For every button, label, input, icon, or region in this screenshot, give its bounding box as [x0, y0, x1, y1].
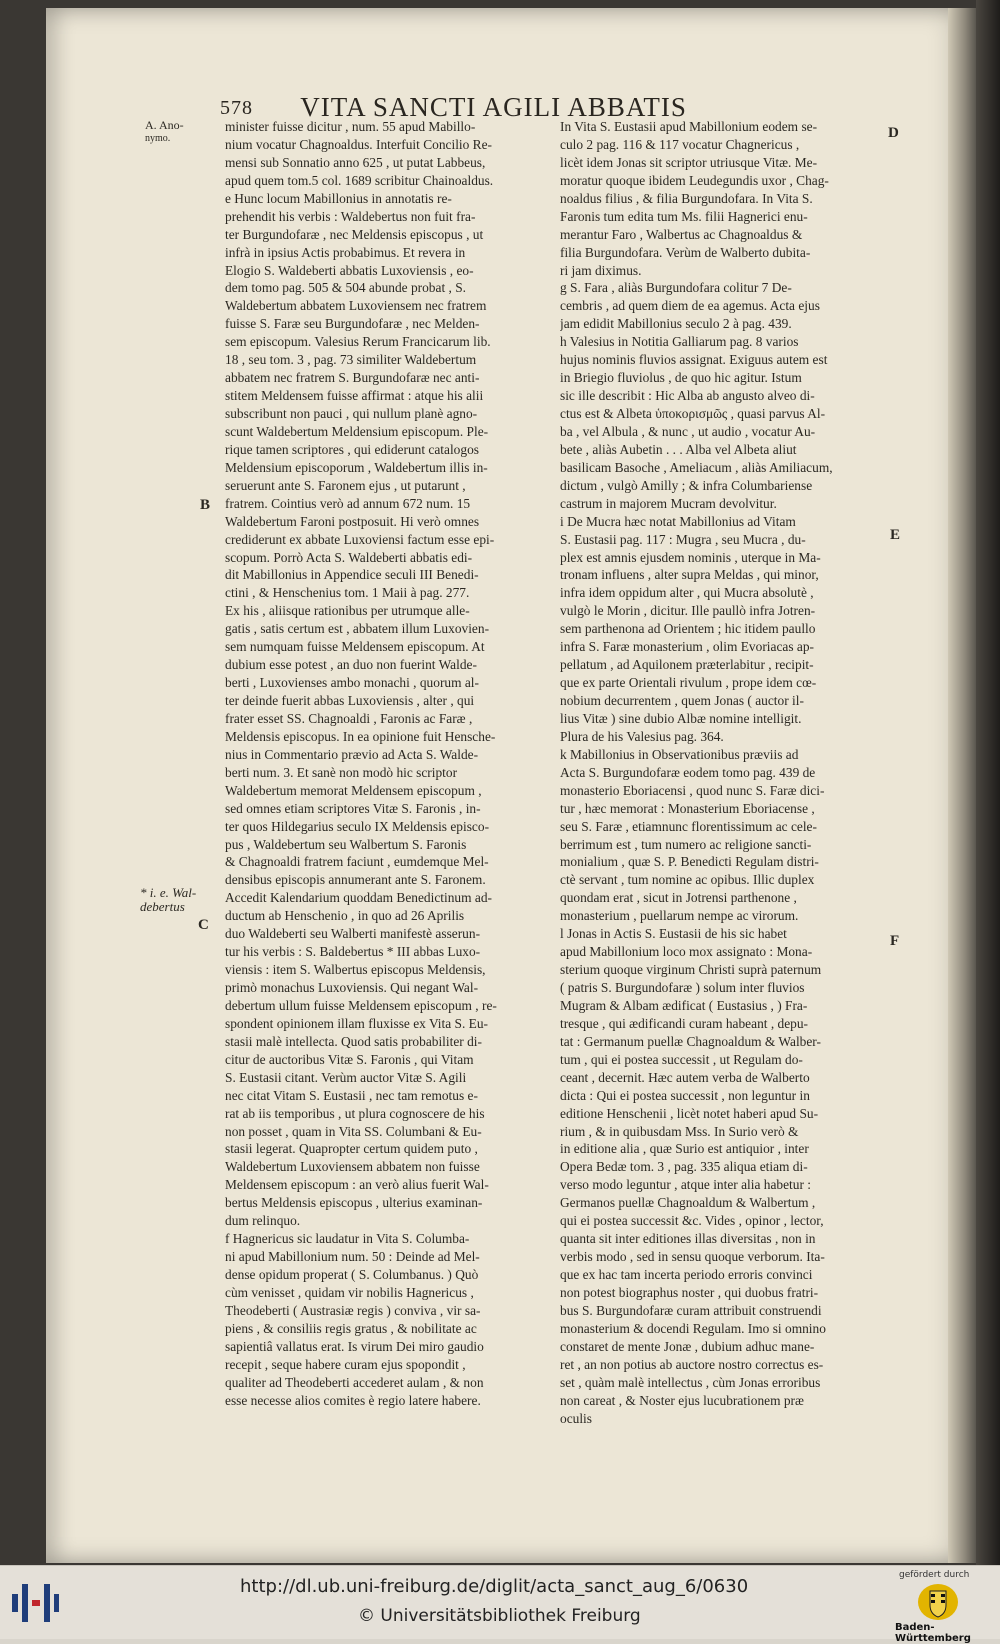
page-number: 578	[220, 97, 253, 119]
text-line: ni apud Mabillonium num. 50 : Deinde ad Mel-	[225, 1249, 480, 1265]
text-line: debertum ullum fuisse Meldensem episcopum , re-	[225, 997, 497, 1013]
text-line: mensi sub Sonnatio anno 625 , ut putat Labbeus,	[225, 154, 486, 170]
text-line: infra S. Faræ monasterium , olim Evoriacas ap-	[560, 639, 814, 655]
text-line: l Jonas in Actis S. Eustasii de his sic habet	[560, 926, 787, 942]
text-line: sed omnes etiam scriptores Vitæ S. Faronis , in-	[225, 800, 481, 816]
text-line: scopum. Porrò Acta S. Waldeberti abbatis edi-	[225, 549, 473, 565]
text-line: jam edidit Mabillonius seculo 2 à pag. 439.	[560, 316, 792, 332]
text-line: bus S. Burgundofaræ curam attribuit construendi	[560, 1302, 822, 1318]
text-line: infrà in ipsius Actis probabimus. Et revera in	[225, 244, 466, 260]
margin-letter-c: C	[198, 917, 209, 933]
text-line: minister fuisse dicitur , num. 55 apud Mabillo-	[225, 119, 476, 134]
library-logo-icon	[10, 1578, 60, 1628]
text-line: filia Burgundofara. Verùm de Walberto dubita-	[560, 244, 811, 260]
text-line: constaret de mente Jonæ , dubium adhuc mane-	[560, 1338, 815, 1354]
text-line: f Hagnericus sic laudatur in Vita S. Columba-	[225, 1231, 470, 1247]
text-line: rique tamen scriptores , qui ediderunt catalogos	[225, 441, 479, 457]
text-line: fuisse S. Faræ seu Burgundofaræ , nec Melden-	[225, 316, 480, 332]
text-line: sem numquam fuisse Meldensem episcopum. At	[225, 639, 485, 655]
text-line: e Hunc locum Mabillonius in annotatis re-	[225, 190, 452, 206]
text-line: que ex hac tam incerta periodo erroris convinci	[560, 1267, 813, 1282]
text-line: set , quàm malè intellectus , cùm Jonas erroribus	[560, 1374, 821, 1390]
text-line: 18 , seu tom. 3 , pag. 73 similiter Waldebertum	[225, 352, 477, 368]
text-line: Acta S. Burgundofaræ eodem tomo pag. 439 de	[560, 764, 816, 780]
text-line: Meldensis episcopus. In ea opinione fuit Hensche-	[225, 728, 496, 744]
text-line: verbis modo , sed in sensu quoque verborum. Ita-	[560, 1249, 825, 1265]
page-title: VITA SANCTI AGILI ABBATIS	[300, 92, 687, 122]
text-line: in Briegio fluviolus , de quo hic agitur. Istum	[560, 370, 802, 386]
text-line: non posset , quam in Vita SS. Columbani & Eu-	[225, 1123, 482, 1139]
text-line: apud quem tom.5 col. 1689 scribitur Chainoaldus.	[225, 172, 494, 188]
margin-letter-b: B	[200, 497, 211, 513]
text-line: ri jam diximus.	[560, 262, 642, 278]
text-line: oculis	[560, 1410, 592, 1426]
margin-author-label: A. Ano- nymo.	[145, 118, 184, 144]
text-line: nobium decurrentem , quem Jonas ( auctor il-	[560, 693, 804, 708]
text-line: dicta : Qui ei postea successit , non leguntur in	[560, 1087, 810, 1103]
text-line: apud Mabillonium loco mox assignato : Mona-	[560, 944, 813, 960]
text-line: h Valesius in Notitia Galliarum pag. 8 varios	[560, 334, 799, 350]
text-line: Waldebertum memorat Meldensem episcopum ,	[225, 782, 482, 798]
text-line: Theodeberti ( Austrasiæ regis ) conviva , vir sa-	[225, 1302, 481, 1318]
text-line: pus , Waldebertum seu Walbertum S. Faronis	[225, 836, 467, 852]
text-line: tur his verbis : S. Baldebertus * III abbas Luxo-	[225, 944, 481, 960]
text-line: non potest biographus noster , qui duobus fratri-	[560, 1284, 819, 1300]
text-line: frater esset SS. Chagnoaldi , Faronis ac Faræ ,	[225, 710, 473, 726]
text-line: sic ille describit : Hic Alba ab angusto alveo di-	[560, 388, 815, 404]
text-line: ductum ab Henschenio , in quo ad 26 Aprilis	[225, 908, 465, 924]
text-line: quondam erat , sicut in Jotrensi parthenone ,	[560, 890, 797, 906]
text-line: cembris , ad quem diem de ea agemus. Acta ejus	[560, 298, 820, 314]
text-line: cùm venisset , quidam vir nobilis Hagnericus ,	[225, 1284, 474, 1300]
text-line: tur , hæc memorat : Monasterium Eboriacense ,	[560, 800, 815, 816]
text-line: bete , aliàs Aubetin . . . Alba vel Albeta aliut	[560, 441, 797, 457]
text-line: Faronis tum edita tum Ms. filii Hagnerici enu-	[560, 208, 808, 224]
text-line: Meldensem episcopum : an verò alius fuerit Wal-	[225, 1177, 489, 1193]
text-line: ctus est & Albeta ὑποκορισμῶς , quasi parvus Al-	[560, 406, 826, 421]
text-line: basilicam Basoche , Ameliacum , aliàs Amiliacum,	[560, 459, 833, 475]
text-line: tat : Germanum puellæ Chagnoaldum & Walber-	[560, 1033, 821, 1049]
text-line: subscribunt non pauci , qui nullum planè agno-	[225, 406, 478, 421]
text-line: nius in Commentario prævio ad Acta S. Walde-	[225, 746, 479, 762]
text-line: in editione alia , quæ Surio est antiquior , inter	[560, 1141, 809, 1157]
text-line: ( patris S. Burgundofaræ ) solum inter fluvios	[560, 980, 805, 995]
text-line: Ex his , aliisque rationibus per utrumque alle-	[225, 603, 470, 619]
text-line: ba , vel Albula , & nunc , ut audio , vocatur Au-	[560, 423, 816, 439]
text-line: rat ab iis temporibus , ut plura cognoscere de his	[225, 1105, 485, 1121]
text-line: culo 2 pag. 116 & 117 vocatur Chagnericus ,	[560, 136, 800, 152]
text-line: stasii malè intellecta. Quod satis probabiliter di-	[225, 1033, 482, 1049]
text-line: i De Mucra hæc notat Mabillonius ad Vitam	[560, 513, 796, 529]
text-line: stitem Meldensem fuisse affirmat : atque his alii	[225, 388, 484, 404]
text-line: infra idem oppidum alter , qui Mucra absolutè ,	[560, 585, 814, 601]
text-line: Waldebertum abbatem Luxoviensem nec fratrem	[225, 298, 487, 314]
funder-name: Baden-Württemberg	[895, 1622, 971, 1644]
text-line: S. Eustasii pag. 117 : Mugra , seu Mucra , du-	[560, 531, 806, 547]
text-line: dem tomo pag. 505 & 504 abunde probat , S.	[225, 280, 466, 296]
text-line: ctini , & Henschenius tom. 1 Maii à pag. 277.	[225, 585, 470, 601]
text-line: Opera Bedæ tom. 3 , pag. 335 aliqua etiam di-	[560, 1159, 808, 1175]
text-line: recepit , seque habere curam ejus spopondit ,	[225, 1356, 466, 1372]
text-line: dubium esse potest , an duo non fuerint Walde-	[225, 657, 477, 673]
text-line: verso modo leguntur , atque inter alia habetur :	[560, 1177, 811, 1193]
text-line: primò monachus Luxoviensis. Qui negant Wal-	[225, 980, 479, 995]
funder-badge	[895, 1570, 995, 1644]
text-line: scunt Waldebertum Meldensium episcopum. Ple-	[225, 423, 489, 439]
text-line: non careat , & Noster ejus lucubrationem præ	[560, 1392, 804, 1408]
text-line: Elogio S. Waldeberti abbatis Luxoviensis , eo-	[225, 262, 474, 278]
text-line: plex est amnis ejusdem nominis , uterque in Ma-	[560, 549, 821, 565]
text-line: hujus nominis fluvios assignat. Exiguus autem est	[560, 352, 828, 368]
text-line: tum , qui ei postea successit , ut Regulam do-	[560, 1051, 803, 1067]
text-line: spondent opinionem illam fluxisse ex Vita S. Eu-	[225, 1015, 489, 1031]
page-gutter	[948, 8, 976, 1563]
text-line: seu S. Faræ , etiamnunc florentissimum ac cele-	[560, 818, 817, 834]
text-line: nium vocatur Chagnoaldus. Interfuit Concilio Re-	[225, 136, 493, 152]
text-line: dit Mabillonius in Appendice seculi III Benedi-	[225, 567, 479, 583]
text-line: dum relinquo.	[225, 1213, 301, 1229]
text-line: stasii legerat. Quapropter certum quidem puto ,	[225, 1141, 478, 1157]
viewer-footer	[0, 1565, 1000, 1644]
text-line: g S. Fara , aliàs Burgundofara colitur 7 De-	[560, 280, 792, 296]
copyright-notice: © Universitätsbibliothek Freiburg	[358, 1606, 641, 1626]
text-line: ter quos Hildegarius seculo IX Meldensis episco-	[225, 818, 490, 834]
text-line: gatis , satis certum est , abbatem illum Luxovien-	[225, 621, 490, 637]
text-line: sapientiâ vallatus erat. Is virum Dei miro gaudio	[225, 1338, 484, 1354]
margin-letter-f: F	[890, 933, 900, 949]
text-line: dictum , vulgò Amilly ; & infra Columbariense	[560, 477, 813, 493]
text-line: que ex parte Orientali rivulum , prope idem cœ-	[560, 675, 817, 691]
coat-of-arms-icon	[917, 1583, 959, 1621]
text-line: ter Burgundofaræ , nec Meldensis episcopus , ut	[225, 226, 484, 242]
text-line: moratur quoque ibidem Leudegundis uxor , Chag-	[560, 172, 829, 188]
text-line: lius Vitæ ) sine dubio Albæ nomine intelligit.	[560, 710, 802, 726]
text-line: monasterium & docendi Regulam. Imo si omnino	[560, 1320, 826, 1336]
text-line: berti num. 3. Et sanè non modò hic scriptor	[225, 764, 458, 780]
text-line: tronam influens , alter supra Meldas , qui minor,	[560, 567, 819, 583]
margin-note: * i. e. Wal- debertus	[140, 885, 197, 914]
text-line: citur de auctoribus Vitæ S. Faronis , qui Vitam	[225, 1051, 474, 1067]
text-line: Mugram & Albam ædificat ( Eustasius , ) Fra-	[560, 997, 808, 1013]
text-line: dense opidum properat ( S. Columbanus. ) Quò	[225, 1267, 479, 1282]
text-line: noaldus filius , & filia Burgundofara. In Vita S.	[560, 190, 813, 206]
margin-letter-e: E	[890, 527, 901, 543]
text-line: & Chagnoaldi fratrem faciunt , eumdemque Mel-	[225, 854, 489, 870]
text-line: monasterium , puellarum nempe ac virorum.	[560, 908, 799, 924]
text-line: Germanos puellæ Chagnoaldum & Walbertum ,	[560, 1195, 816, 1211]
page-url-link[interactable]: http://dl.ub.uni-freiburg.de/diglit/acta_sanct_aug_6/0630	[240, 1576, 749, 1597]
text-line: fratrem. Cointius verò ad annum 672 num. 15	[225, 495, 471, 511]
text-line: editione Henschenii , licèt notet haberi apud Su-	[560, 1105, 819, 1121]
text-line: berrimum est , tum numero ac religione sancti-	[560, 836, 812, 852]
text-line: ret , an non potius ab auctore nostro correctus es-	[560, 1356, 824, 1372]
text-line: nec citat Vitam S. Eustasii , nec tam remotus e-	[225, 1087, 478, 1103]
text-line: monialium , quæ S. P. Benedicti Regulam distri-	[560, 854, 819, 870]
text-column-right	[560, 118, 873, 1427]
text-line: sem parthenona ad Orientem ; hic itidem paullo	[560, 621, 816, 637]
text-line: sterium quoque virginum Christi suprà paternum	[560, 962, 822, 978]
text-line: Waldebertum Faroni postposuit. Hi verò omnes	[225, 513, 480, 529]
text-column-left	[225, 118, 537, 1410]
text-line: monasterio Eboriacensi , quod nunc S. Faræ dici-	[560, 782, 825, 798]
text-line: ter deinde fuerit abbas Luxoviensis , alter , qui	[225, 693, 475, 708]
text-line: qualiter ad Theodeberti accederet aulam , & non	[225, 1374, 484, 1390]
margin-letter-d: D	[888, 125, 899, 141]
text-line: pellatum , ad Aquilonem præterlabitur , recipit-	[560, 657, 814, 673]
text-line: duo Waldeberti seu Walberti manifestè asserun-	[225, 926, 481, 942]
text-line: Meldensium episcoporum , Waldebertum illis in-	[225, 459, 488, 475]
text-line: esse necesse alios comites è regio latere habere.	[225, 1392, 481, 1408]
text-line: prehendit his verbis : Waldebertus non fuit fra-	[225, 208, 476, 224]
text-line: tresque , qui ædificandi curam habeant , depu-	[560, 1015, 809, 1031]
text-line: abbatem nec fratrem S. Burgundofaræ nec anti-	[225, 370, 480, 386]
text-line: qui ei postea successit &c. Vides , opinor , lector,	[560, 1213, 824, 1229]
text-line: bertus Meldensis episcopus , ulterius examinan-	[225, 1195, 483, 1211]
text-line: castrum in majorem Mucram devolvitur.	[560, 495, 777, 511]
text-line: Accedit Kalendarium quoddam Benedictinum ad-	[225, 890, 492, 906]
text-line: ctè servant , tum nomine ac opibus. Illic duplex	[560, 872, 815, 888]
text-line: rium , & in quibusdam Mss. In Surio verò &	[560, 1123, 799, 1139]
funder-label: gefördert durch	[899, 1570, 970, 1580]
text-line: sem episcopum. Valesius Rerum Francicarum lib.	[225, 334, 491, 350]
text-line: densibus episcopis annumerant ante S. Faronem.	[225, 872, 486, 888]
text-line: licèt idem Jonas sit scriptor utriusque Vitæ. Me-	[560, 154, 818, 170]
text-line: ceant , decernit. Hæc autem verba de Walberto	[560, 1069, 810, 1085]
text-line: Plura de his Valesius pag. 364.	[560, 728, 724, 744]
text-line: viensis : item S. Walbertus episcopus Meldensis,	[225, 962, 486, 978]
adjacent-page-edge	[976, 0, 1000, 1565]
text-line: crediderunt ex abbate Luxoviensi factum esse epi-	[225, 531, 495, 547]
text-line: Waldebertum Luxoviensem abbatem non fuisse	[225, 1159, 480, 1175]
text-line: vulgò le Morin , dicitur. Ille paullò infra Jotren-	[560, 603, 816, 619]
text-line: piens , & consiliis regis gratus , & nobilitate ac	[225, 1320, 477, 1336]
text-line: berti , Luxovienses ambo monachi , quorum al-	[225, 675, 479, 691]
text-line: In Vita S. Eustasii apud Mabillonium eodem se-	[560, 119, 818, 134]
text-line: quanta sit inter editiones illas diversitas , non in	[560, 1231, 816, 1247]
text-line: seruerunt ante S. Faronem ejus , ut putarunt ,	[225, 477, 466, 493]
text-line: S. Eustasii citant. Verùm auctor Vitæ S. Agili	[225, 1069, 467, 1085]
text-line: k Mabillonius in Observationibus præviis ad	[560, 746, 799, 762]
text-line: merantur Faro , Walbertus ac Chagnoaldus &	[560, 226, 803, 242]
